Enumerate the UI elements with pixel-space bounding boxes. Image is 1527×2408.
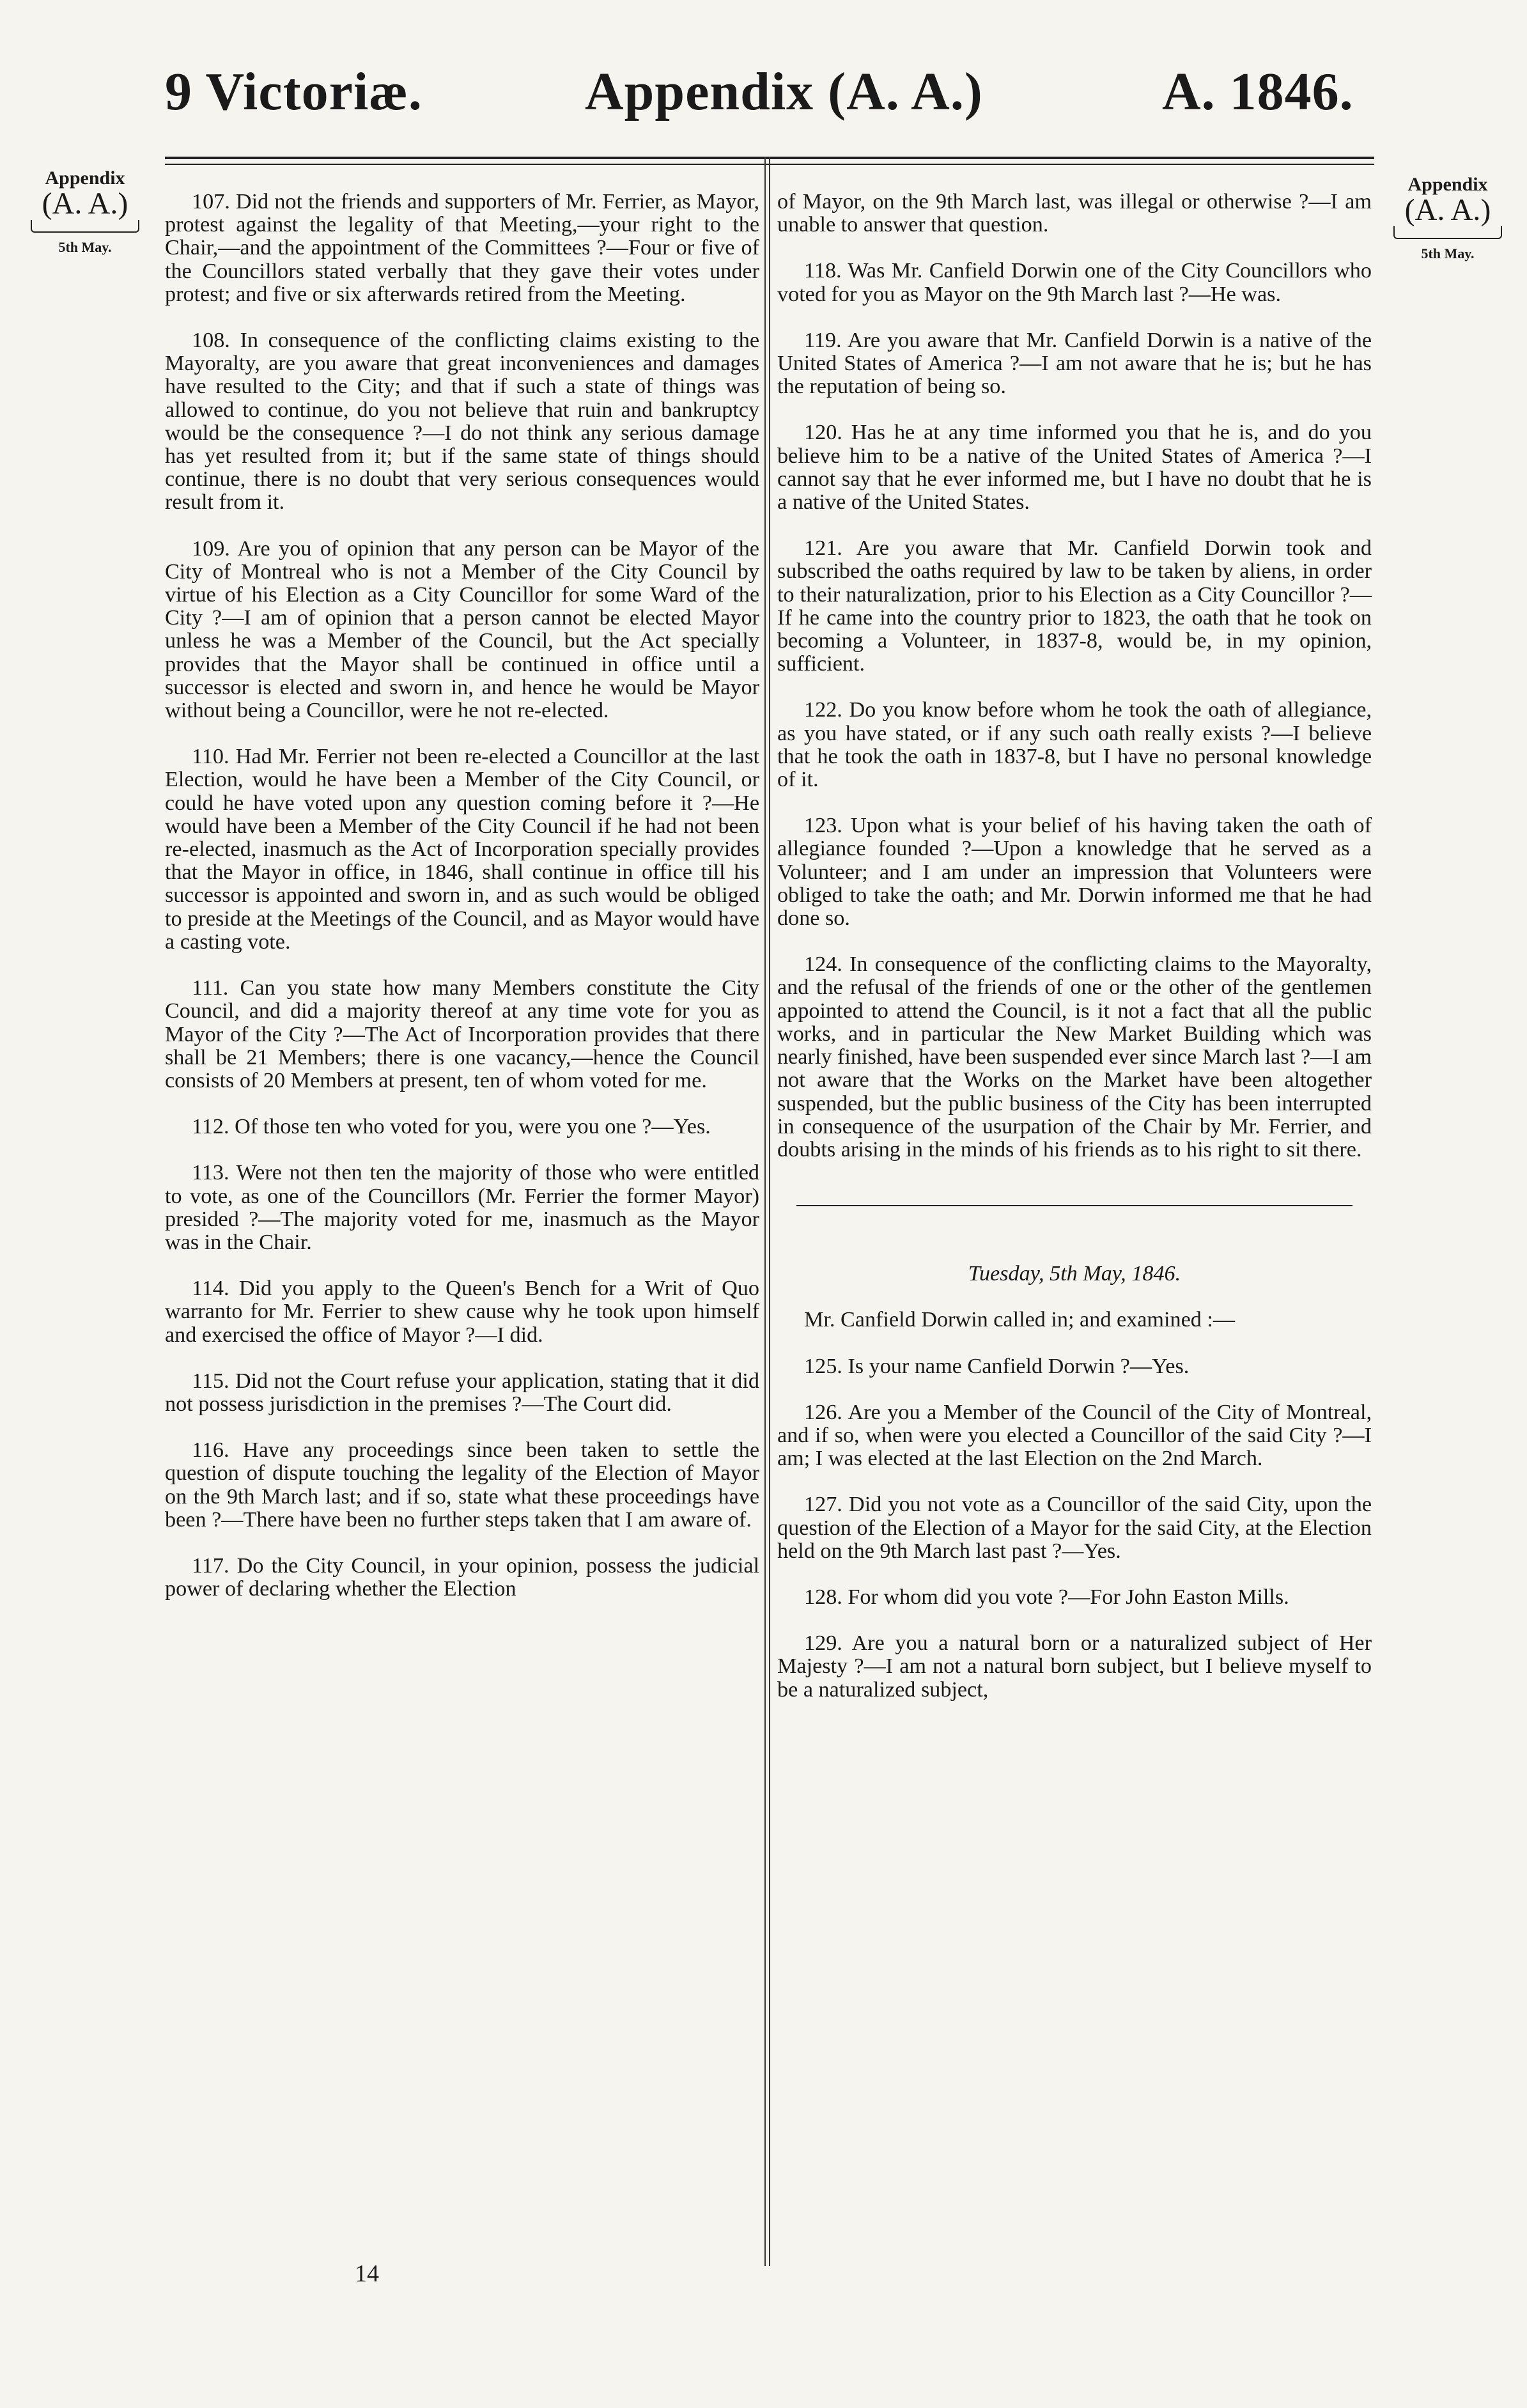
column-divider-left-line — [764, 157, 766, 2266]
question-124: 124. In consequence of the conflicting claims to the Mayoralty, and the refusal of the friends of one or the other of the gentlemen appointed to attend the Council, is it not a fact that all the public works, and in particular the New Market Building which was nearly finished, have been suspended ever since March last ?—I am not aware that the Works on the Market have been altogether suspended, but the public business of the City has been interrupted in consequence of the usurpation of the Chair by Mr. Ferrier, and doubts arising in the minds of his friends as to his right to sit there. — [777, 952, 1372, 1161]
margin-note-label: Appendix — [1407, 174, 1488, 195]
margin-note-date: 5th May. — [1421, 245, 1475, 261]
witness-called-in: Mr. Canfield Dorwin called in; and examined :— — [804, 1308, 1236, 1332]
section-separator — [796, 1205, 1353, 1206]
margin-note-left — [24, 167, 146, 256]
question-116: 116. Have any proceedings since been taken to settle the question of dispute touching the legality of the Election of Mayor on the 9th March last; and if so, state what these proceedings have been ?—There have been no further steps taken that I am aware of. — [165, 1438, 759, 1532]
question-128: 128. For whom did you vote ?—For John Easton Mills. — [804, 1585, 1289, 1609]
margin-brace — [31, 220, 139, 233]
left-column — [165, 190, 759, 1624]
question-127: 127. Did you not vote as a Councillor of the said City, upon the question of the Election of a Mayor for the said City, at the Election held on the 9th March last past ?—Yes. — [777, 1493, 1372, 1563]
question-115: 115. Did not the Court refuse your application, stating that it did not possess jurisdiction in the premises ?—The Court did. — [165, 1369, 759, 1416]
question-126: 126. Are you a Member of the Council of the City of Montreal, and if so, when were you elected a Councillor of the said City ?—I am; I was elected at the last Election on the 2nd March. — [777, 1400, 1372, 1471]
question-129: 129. Are you a natural born or a naturalized subject of Her Majesty ?—I am not a natural born subject, but I believe myself to be a naturalized subject, — [777, 1631, 1372, 1702]
margin-note-label: Appendix — [45, 167, 125, 189]
question-121: 121. Are you aware that Mr. Canfield Dorwin took and subscribed the oaths required by law to be taken by aliens, in order to their naturalization, prior to his Election as a City Councillor ?—If he came into the country prior to 1823, the oath that he took on becoming a Volunteer, in 1837-8, would be, in my opinion, sufficient. — [777, 536, 1372, 676]
question-118: 118. Was Mr. Canfield Dorwin one of the City Councillors who voted for you as Mayor on the 9th March last ?—He was. — [777, 259, 1372, 306]
question-117-continued: of Mayor, on the 9th March last, was illegal or otherwise ?—I am unable to answer that question. — [777, 190, 1372, 237]
page-number: 14 — [355, 2260, 379, 2287]
question-113: 113. Were not then ten the majority of those who were entitled to vote, as one of the Councillors (Mr. Ferrier the former Mayor) presided ?—The majority voted for me, inasmuch as the Mayor was in the Chair. — [165, 1161, 759, 1254]
margin-note-appendix: (A. A.) — [1404, 193, 1491, 227]
question-123: 123. Upon what is your belief of his having taken the oath of allegiance founded ?—Upon a knowledge that he served as a Volunteer; and I am under an impression that Volunteers were obliged to take the oath; and Mr. Dorwin informed me that he had done so. — [777, 814, 1372, 931]
question-120: 120. Has he at any time informed you that he is, and do you believe him to be a native of the United States of America ?—I cannot say that he ever informed me, but I have no doubt that he is a native of the United States. — [777, 421, 1372, 515]
column-divider-right-line — [769, 157, 770, 2266]
question-125: 125. Is your name Canfield Dorwin ?—Yes. — [804, 1354, 1190, 1378]
margin-note-right — [1387, 174, 1508, 262]
question-111: 111. Can you state how many Members constitute the City Council, and did a majority thereof at any time vote for you as Mayor of the City ?—The Act of Incorporation provides that there shall be 21 Members; there is one vacancy,—hence the Council consists of 20 Members at present, ten of whom voted for me. — [165, 976, 759, 1092]
header-appendix-title: Appendix (A. A.) — [585, 62, 983, 121]
question-117: 117. Do the City Council, in your opinion, possess the judicial power of declaring whether the Election — [165, 1553, 759, 1601]
question-108: 108. In consequence of the conflicting claims existing to the Mayoralty, are you aware that great inconveniences and damages have resulted to the City; and that if such a state of things was allowed to continue, do you not believe that ruin and bankruptcy would be the consequence ?—I do not think any serious damage has yet resulted from it; but if the same state of things should continue, there is no doubt that very serious consequences would result from it. — [165, 329, 759, 515]
question-119: 119. Are you aware that Mr. Canfield Dorwin is a native of the United States of America ?—I am not aware that he is; but he has the reputation of being so. — [777, 328, 1372, 399]
question-107: 107. Did not the friends and supporters of Mr. Ferrier, as Mayor, protest against the legality of that Meeting,—your right to the Chair,—and the appointment of the Committees ?—Four or five of the Councillors stated verbally that they gave their votes under protest; and five or six afterwards retired from the Meeting. — [165, 190, 759, 306]
question-122: 122. Do you know before whom he took the oath of allegiance, as you have stated, or if any such oath really exists ?—I believe that he took the oath in 1837-8, but I have no personal knowledge of it. — [777, 698, 1372, 792]
margin-note-date: 5th May. — [58, 239, 112, 255]
question-109: 109. Are you of opinion that any person can be Mayor of the City of Montreal who is not a Member of the City Council by virtue of his Election as a City Councillor for some Ward of the City ?—I am of opinion that a person cannot be elected Mayor unless he was a Member of the Council, but the Act specially provides that the Mayor shall be continued in office until a successor is elected and sworn in, and hence he would be Mayor without being a Councillor, were he not re-elected. — [165, 536, 759, 723]
session-date: Tuesday, 5th May, 1846. — [968, 1262, 1181, 1286]
question-112: 112. Of those ten who voted for you, were you one ?—Yes. — [192, 1115, 711, 1139]
margin-brace — [1393, 226, 1502, 239]
margin-note-appendix: (A. A.) — [42, 187, 128, 221]
question-110: 110. Had Mr. Ferrier not been re-elected a Councillor at the last Election, would he have been a Member of the City Council, or could he have voted upon any question coming before it ?—He would have been a Member of the City Council if he had not been re-elected, inasmuch as the Act of Incorporation specially provides that the Mayor in office, in 1846, shall continue in office till his successor is appointed and sworn in, and as such would be obliged to preside at the Meetings of the Council, and as Mayor would have a casting vote. — [165, 745, 759, 954]
header-regnal-year: 9 Victoriæ. — [165, 62, 422, 121]
header-year: A. 1846. — [1162, 62, 1354, 121]
right-column — [777, 190, 1372, 1725]
question-114: 114. Did you apply to the Queen's Bench for a Writ of Quo warranto for Mr. Ferrier to shew cause why he took upon himself and exercised the office of Mayor ?—I did. — [165, 1277, 759, 1347]
